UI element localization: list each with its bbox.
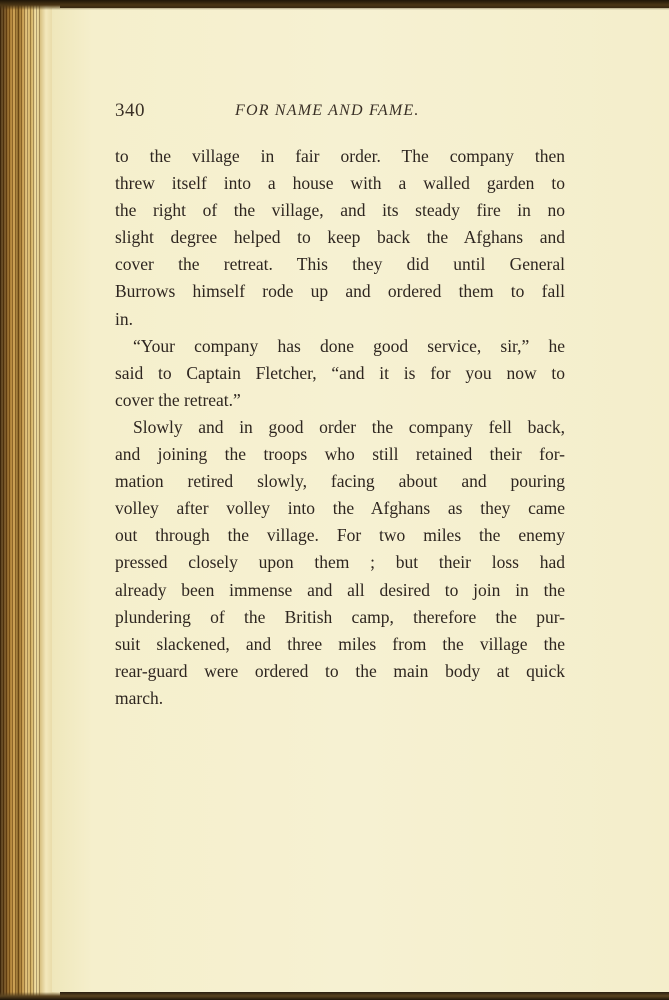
text-line: plundering of the British camp, therefore the pur- — [115, 606, 565, 627]
text-line: suit slackened, and three miles from the village the — [115, 633, 565, 654]
bottom-shadow — [0, 992, 669, 1000]
text-line: mation retired slowly, facing about and pouring — [115, 471, 565, 492]
text-line: and joining the troops who still retained their for- — [115, 444, 565, 465]
text-line: slight degree helped to keep back the Afghans and — [115, 227, 565, 248]
page-header — [115, 100, 555, 130]
text-line: said to Captain Fletcher, “and it is for you now to — [115, 362, 565, 383]
text-line: rear-guard were ordered to the main body at quick — [115, 660, 565, 681]
text-line: in. — [115, 308, 133, 329]
text-line: out through the village. For two miles the enemy — [115, 525, 565, 546]
text-line: cover the retreat.” — [115, 389, 241, 410]
text-line: to the village in fair order. The company then — [115, 146, 565, 166]
text-line: cover the retreat. This they did until General — [115, 254, 565, 275]
page-edges — [0, 0, 40, 1000]
text-line: march. — [115, 687, 164, 708]
text-line: Slowly and in good order the company fell back, — [133, 416, 565, 437]
page-number: 340 — [115, 100, 145, 121]
text-line: threw itself into a house with a walled garden to — [115, 173, 565, 194]
text-line: the right of the village, and its steady fire in no — [115, 200, 565, 221]
text-line: Burrows himself rode up and ordered them to fall — [115, 281, 565, 302]
text-line: pressed closely upon them ; but their loss had — [115, 552, 565, 573]
top-shadow — [0, 0, 669, 10]
running-head: FOR NAME AND FAME. — [235, 102, 420, 119]
text-line: “Your company has done good service, sir,” he — [133, 335, 565, 356]
text-line: already been immense and all desired to join in the — [115, 579, 565, 600]
text-line: volley after volley into the Afghans as they came — [115, 498, 565, 519]
body-text — [115, 143, 565, 712]
